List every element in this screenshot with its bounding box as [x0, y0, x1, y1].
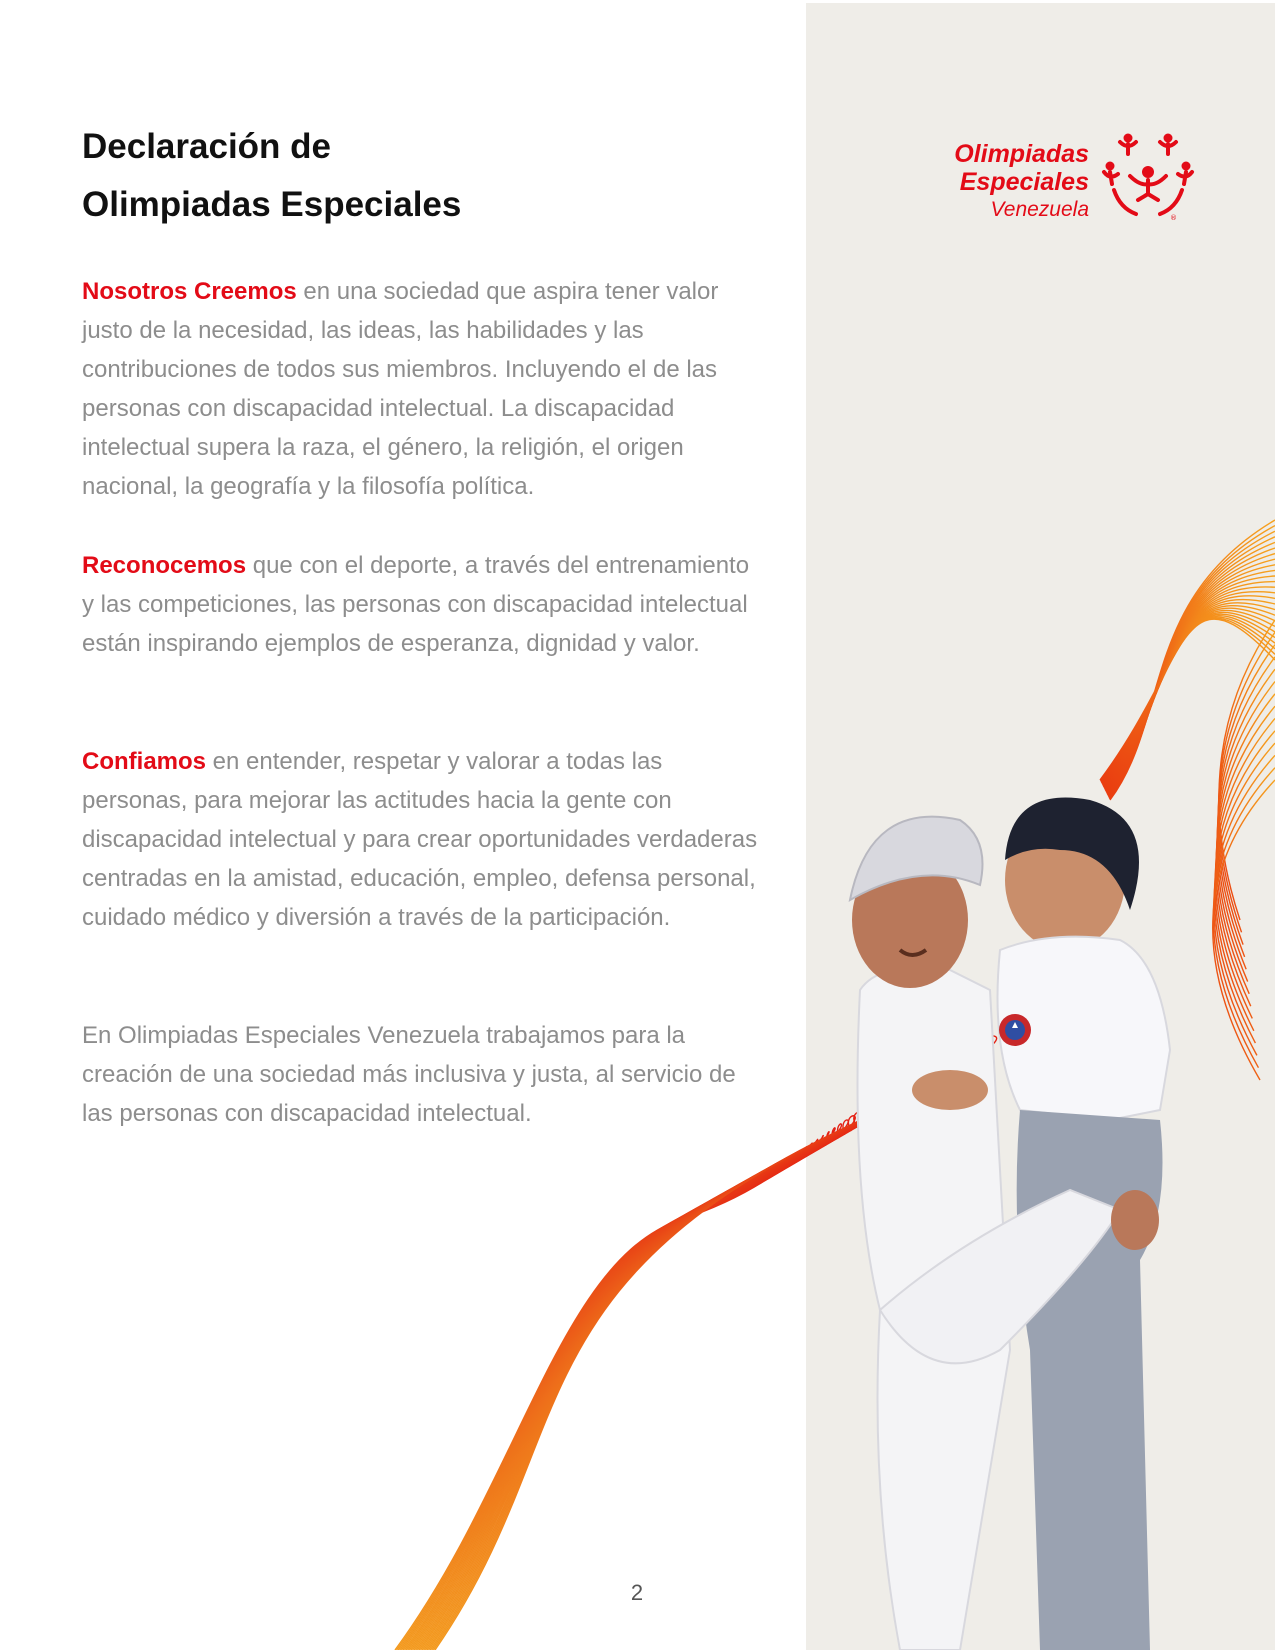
logo-wordmark	[954, 140, 1089, 224]
photo-illustration	[850, 798, 1170, 1650]
logo-line-1: Olimpiadas	[954, 140, 1089, 168]
page-title	[82, 118, 682, 234]
title-line-1: Declaración de	[82, 127, 331, 166]
paragraph-text: En Olimpiadas Especiales Venezuela trabajamos para la creación de una sociedad más inclusiva y justa, al servicio de las personas con discapacidad intelectual.	[82, 1022, 736, 1127]
paragraph-confiamos	[82, 742, 762, 937]
logo-line-3: Venezuela	[990, 198, 1089, 221]
special-olympics-figures-icon	[1100, 128, 1196, 224]
paragraph-reconocemos	[82, 546, 762, 663]
olimpiadas-especiales-logo	[896, 128, 1196, 228]
title-line-2: Olimpiadas Especiales	[82, 185, 462, 224]
paragraph-lead: Reconocemos	[82, 552, 247, 579]
paragraph-mission	[82, 1016, 762, 1133]
photo-man-holding-boy	[840, 790, 1275, 1650]
page-number: 2	[630, 1580, 644, 1605]
wave-line	[1110, 520, 1275, 800]
wave-line	[414, 1099, 885, 1650]
wave-line	[419, 1085, 910, 1650]
paragraph-lead: Confiamos	[82, 748, 207, 775]
registered-mark: ®	[1170, 214, 1177, 222]
paragraph-lead: Nosotros Creemos	[82, 278, 297, 305]
paragraph-nosotros-creemos	[82, 272, 762, 506]
paragraph-text: en entender, respetar y valorar a todas las personas, para mejorar las actitudes hacia la gente con discapacidad intelectual y para crear oportunidades verdaderas centradas en la amistad, educación, empleo, defensa personal, cuidado médico y diversión a través de la participación.	[82, 748, 758, 931]
paragraph-text: que con el deporte, a través del entrenamiento y las competiciones, las personas con discapacidad intelectual están inspirando ejemplos de esperanza, dignidad y valor.	[82, 552, 750, 657]
logo-line-2: Especiales	[959, 168, 1089, 196]
wave-line	[417, 1090, 901, 1650]
wave-line	[416, 1094, 894, 1650]
paragraph-text: en una sociedad que aspira tener valor justo de la necesidad, las ideas, las habilidades y las contribuciones de todos sus miembros. Incluyendo el de las personas con discapacidad intelectual. La discapacidad intelectual supera la raza, el género, la religión, el origen nacional, la geografía y la filosofía política.	[82, 278, 719, 500]
